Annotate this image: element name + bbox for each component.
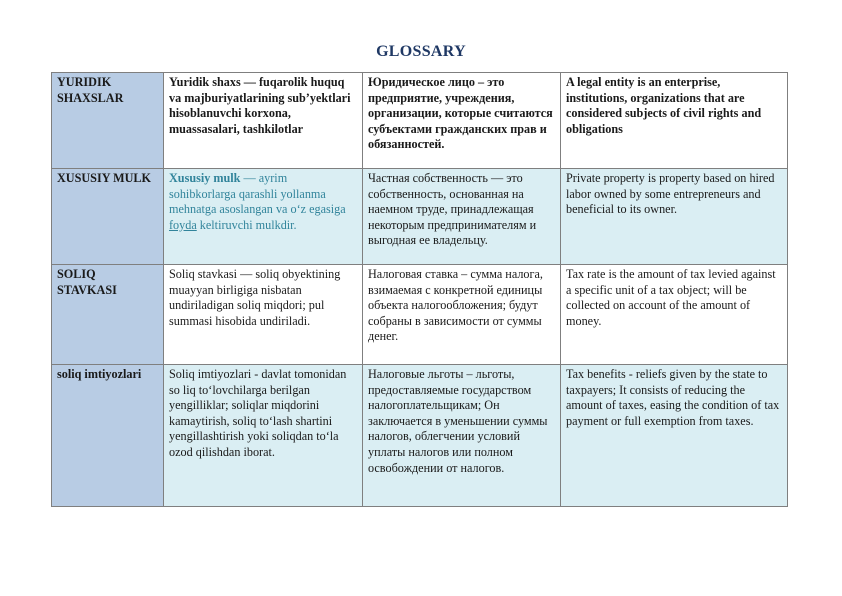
term-cell: SOLIQ STAVKASI [52, 265, 164, 365]
uzbek-term-bold: Xususiy mulk [169, 171, 241, 185]
russian-definition-cell: Налоговая ставка – сумма налога, взимаемая с конкретной единицы объекта налогообложения; будут собраны в зависимости от суммы денег. [363, 265, 561, 365]
english-definition-cell: Tax benefits - reliefs given by the state to taxpayers; It consists of reducing the amount of taxes, easing the condition of tax payment or full exemption from taxes. [561, 365, 788, 507]
english-definition-cell: Tax rate is the amount of tax levied against a specific unit of a tax object; will be collected on account of the amount of money. [561, 265, 788, 365]
table-row [52, 169, 788, 265]
table-row [52, 265, 788, 365]
uzbek-definition-text: — ayrim sohibkorlarga qarashli yollanma mehnatga asoslangan va o‘z egasiga [169, 171, 346, 217]
english-definition-cell: A legal entity is an enterprise, institutions, organizations that are considered subjects of civil rights and obligations [561, 73, 788, 169]
uzbek-definition-text-end: keltiruvchi mulkdir. [196, 217, 297, 232]
english-definition-cell: Private property is property based on hired labor owned by some entrepreneurs and beneficial to its owner. [561, 169, 788, 265]
term-cell: YURIDIK SHAXSLAR [52, 73, 164, 169]
russian-definition-cell: Частная собственность — это собственность, основанная на наемном труде, принадлежащая некоторым предпринимателям и выгодная ее владельцу. [363, 169, 561, 265]
uzbek-definition-cell: Yuridik shaxs — fuqarolik huquq va majburiyatlarining sub’yektlari hisoblanuvchi korxona, muassasalari, tashkilotlar [164, 73, 363, 169]
foyda-link[interactable]: foyda [169, 217, 197, 232]
table-row [52, 73, 788, 169]
russian-definition-cell: Юридическое лицо – это предприятие, учреждения, организации, которые считаются субъектами гражданских прав и обязанностей. [363, 73, 561, 169]
uzbek-definition-cell: Soliq stavkasi — soliq obyektining muayyan birligiga nisbatan undiriladigan soliq miqdori; pul summasi hisobida undiriladi. [164, 265, 363, 365]
term-cell: XUSUSIY MULK [52, 169, 164, 265]
russian-definition-cell: Налоговые льготы – льготы, предоставляемые государством налогоплательщикам; Он заключается в уменьшении суммы налогов, облегчении условий уплаты налогов или полном освобождении от налогов. [363, 365, 561, 507]
glossary-table [51, 72, 788, 507]
table-row [52, 365, 788, 507]
uzbek-definition-cell: Soliq imtiyozlari - davlat tomonidan so liq to‘lovchilarga berilgan yengilliklar; soliqlar miqdorini kamaytirish, soliq to‘lash shartini yengillashtirish yoki soliqdan to‘la ozod qilishdan iborat. [164, 365, 363, 507]
term-cell: soliq imtiyozlari [52, 365, 164, 507]
uzbek-definition-cell [164, 169, 363, 265]
page-title: GLOSSARY [376, 43, 466, 60]
